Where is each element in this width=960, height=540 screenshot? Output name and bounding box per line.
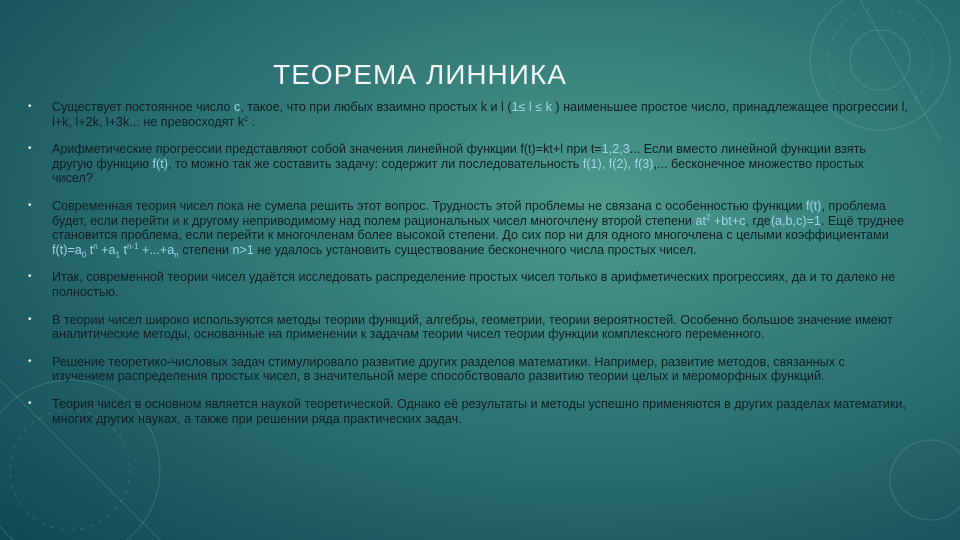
paragraph-text: Итак, современной теории чисел удаётся исследовать распределение простых чисел только в арифметических прогрессиях, да и то далеко не полностью. [52, 270, 896, 299]
highlighted-text: at [695, 213, 706, 228]
paragraph-text: . Ещё труднее становится проблема, если перейти к многочленам более высокой степени. До сих пор ни для одного многочлена с целыми коэффициентами [52, 213, 904, 243]
paragraph-text: , где [745, 213, 771, 228]
bullet-marker: • [28, 101, 32, 112]
highlighted-text: t [86, 242, 94, 257]
bullet-item [28, 355, 908, 384]
bullet-item [28, 313, 908, 342]
paragraph-text: степени [178, 242, 233, 257]
bullet-marker: • [28, 313, 32, 325]
bullet-marker: • [28, 355, 32, 367]
highlighted-text: c [233, 100, 241, 114]
highlighted-text: n>1 [232, 242, 254, 257]
paragraph-text: . [248, 114, 256, 129]
paragraph-text: ,... бесконечное множество простых чисел? [52, 156, 864, 186]
paragraph-text: , такое, что при любых взаимно простых k и l ( [240, 100, 512, 114]
paragraph-text: c [244, 113, 249, 123]
bullet-list [28, 100, 908, 439]
paragraph-text: , проблема будет, если перейти и к другому неприводимому над полем рациональных чисел многочлену второй степени [52, 198, 886, 228]
bullet-marker: • [28, 143, 32, 155]
highlighted-text: 1,2,3 [601, 142, 630, 157]
highlighted-text: t [119, 242, 127, 257]
bullet-item [28, 100, 908, 129]
page-title: ТЕОРЕМА ЛИННИКА [273, 58, 567, 90]
bullet-item [28, 142, 908, 186]
highlighted-text: n [93, 241, 98, 251]
paragraph-text: Теория чисел в основном является наукой теоретической. Однако её результаты и методы успешно применяются в других разделах математики, многих других науках, а также при решении ряда практических задач. [52, 396, 906, 426]
highlighted-text: 0 [81, 250, 87, 260]
bullet-marker: • [28, 271, 32, 283]
highlighted-text: 1 [115, 250, 120, 260]
paragraph-text: не удалось установить существование бесконечного числа простых чисел. [253, 242, 697, 257]
bullet-marker: • [28, 199, 32, 211]
paragraph-text: ... Если вместо линейной функции взять другую функцию [52, 142, 866, 171]
paragraph-text: Решение теоретико-числовых задач стимулировало развитие других разделов математики. Например, развитие методов, связанных с изучением распределения простых чисел, в значительной мере способствовало развитию теории целых и мероморфных функций. [52, 354, 845, 384]
highlighted-text: 2 [705, 212, 711, 222]
highlighted-text: f(t)=a [52, 242, 82, 257]
paragraph-text: Современная теория чисел пока не сумела решить этот вопрос. Трудность этой проблемы не связана с особенностью функции [52, 198, 806, 213]
highlighted-text: f(t) [805, 198, 822, 213]
bullet-item [28, 198, 908, 260]
highlighted-text: +...+a [138, 242, 175, 257]
paragraph-text: ) наименьшее простое число, принадлежащее прогрессии l, l+k, l+2k, l+3k... не превосходят k [52, 100, 908, 129]
paragraph-text: , то можно так же составить задачу: содержит ли последовательность [167, 156, 583, 171]
highlighted-text: f(1), f(2), f(3) [582, 156, 654, 171]
paragraph-text: Арифметические прогрессии представляют собой значения линейной функции f(t)=kt+l при t= [52, 142, 602, 157]
paragraph-text: Существует постоянное число [52, 100, 234, 114]
highlighted-text: n [174, 250, 179, 260]
highlighted-text: f(t) [152, 156, 168, 171]
paragraph-text: В теории чисел широко используются методы теории функций, алгебры, геометрии, теории вероятностей. Особенно большое значение имеют аналитические методы, основанные на применении к задачам теории чисел теории функции комплексного переменного. [52, 312, 893, 342]
highlighted-text: +a [97, 242, 116, 257]
bullet-marker: • [28, 397, 32, 409]
highlighted-text: (a,b,c)=1 [770, 213, 821, 228]
highlighted-text: +bt+c [710, 213, 746, 228]
bullet-item [28, 270, 908, 299]
highlighted-text: n-1 [126, 241, 139, 251]
highlighted-text: 1≤ l ≤ k [511, 100, 552, 114]
bullet-item [28, 397, 908, 426]
